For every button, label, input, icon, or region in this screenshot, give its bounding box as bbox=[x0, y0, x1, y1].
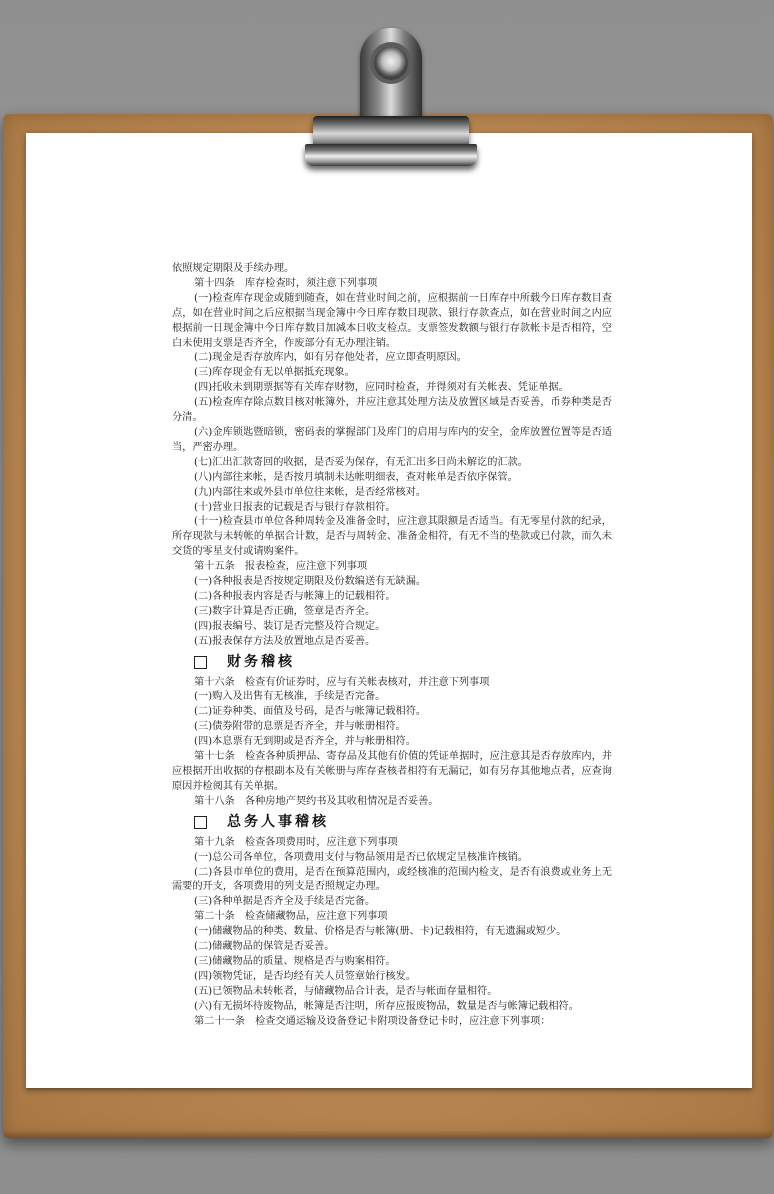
document-section-3 bbox=[172, 836, 612, 1030]
section-heading-general-affairs bbox=[194, 811, 612, 835]
paragraph: (六)金库锁匙暨暗锁，密码表的掌握部门及库门的启用与库内的安全，金库放置位置等是否适当，严密办理。 bbox=[172, 426, 612, 453]
paragraph: 第十六条 检查有价证券时，应与有关帐表核对，并注意下列事项 bbox=[194, 676, 490, 688]
clipboard-edge bbox=[3, 1130, 773, 1138]
paragraph: (一)购入及出售有无核准，手续是否完备。 bbox=[194, 691, 386, 703]
heading-finance-label: 财务稽核 bbox=[227, 654, 295, 671]
paragraph: (五)报表保存方法及放置地点是否妥善。 bbox=[194, 635, 376, 647]
document-section-1 bbox=[172, 262, 612, 650]
document-section-2 bbox=[172, 676, 612, 810]
paragraph: 第二十一条 检查交通运输及设备登记卡附项设备登记卡时，应注意下列事项： bbox=[194, 1015, 551, 1027]
paragraph: (一)总公司各单位，各项费用支付与物品领用是否已依规定呈核准许核销。 bbox=[194, 851, 528, 863]
paragraph: (八)内部往来帐，是否按月填制未达帐明细表，查对帐单是否依序保管。 bbox=[194, 471, 518, 483]
paragraph: 第十五条 报表检查，应注意下列事项 bbox=[194, 561, 368, 573]
paragraph: (四)本息票有无到期或是否齐全，并与帐册相符。 bbox=[194, 736, 416, 748]
heading-general-affairs-label: 总务人事稽核 bbox=[227, 814, 329, 831]
checkbox-square-icon bbox=[194, 816, 207, 829]
paragraph: (六)有无损坏待废物品，帐簿是否注明，所存应报废物品，数量是否与帐簿记载相符。 bbox=[194, 1000, 579, 1012]
paragraph: (一)储藏物品的种类、数量、价格是否与帐簿(册、卡)记载相符，有无遗漏或短少。 bbox=[194, 926, 567, 938]
paragraph: (三)各种单据是否齐全及手续是否完备。 bbox=[194, 896, 376, 908]
paragraph: (一)各种报表是否按规定期限及份数编送有无缺漏。 bbox=[194, 576, 427, 588]
paragraph: (四)报表编号、装订是否完整及符合规定。 bbox=[194, 620, 386, 632]
paragraph: (二)储藏物品的保管是否妥善。 bbox=[194, 941, 335, 953]
paragraph: (十)营业日报表的记载是否与银行存款相符。 bbox=[194, 501, 396, 513]
paragraph: (二)现金是否存放库内，如有另存他处者，应立即查明原因。 bbox=[194, 352, 467, 364]
paragraph: (五)检查库存除点数目核对帐簿外，并应注意其处理方法及放置区域是否妥善，币券种类是否分清。 bbox=[172, 397, 612, 424]
binder-clip-ring bbox=[374, 46, 408, 80]
document-text bbox=[172, 262, 612, 1030]
paragraph: (九)内部往来或外县市单位往来帐，是否经常核对。 bbox=[194, 486, 427, 498]
paragraph: (四)领物凭证，是否均经有关人员签章始行核发。 bbox=[194, 970, 416, 982]
paragraph: (二)证券种类、面值及号码，是否与帐簿记载相符。 bbox=[194, 706, 427, 718]
paragraph: (三)储藏物品的质量、规格是否与购案相符。 bbox=[194, 955, 396, 967]
paragraph: (二)各县市单位的费用，是否在预算范围内，或经核准的范围内检支，是否有浪费或业务上无需要的开支，各项费用的列支是否照规定办理。 bbox=[172, 866, 612, 893]
paragraph: (十一)检查县市单位各种周转金及准备金时，应注意其限额是否适当。有无零星付款的纪录，所存现款与未转帐的单据合计数，是否与周转金、准备金相符，有无不当的垫款或已付款，而久未交货的零星支付或请购案件。 bbox=[172, 516, 612, 558]
paragraph: (二)各种报表内容是否与帐簿上的记载相符。 bbox=[194, 590, 396, 602]
binder-clip bbox=[305, 26, 477, 176]
paragraph: 第十九条 检查各项费用时，应注意下列事项 bbox=[194, 836, 398, 848]
paragraph: (五)已领物品未转帐者，与储藏物品合计表，是否与帐面存量相符。 bbox=[194, 985, 498, 997]
paragraph: (三)数字计算是否正确，签章是否齐全。 bbox=[194, 605, 376, 617]
paragraph: 第十四条 库存检查时，须注意下列事项 bbox=[194, 277, 378, 289]
paragraph: (三)库存现金有无以单据抵充现象。 bbox=[194, 367, 355, 379]
paragraph: (三)债券附带的息票是否齐全，并与帐册相符。 bbox=[194, 721, 406, 733]
paragraph: 依照规定期限及手续办理。 bbox=[172, 263, 295, 274]
section-heading-finance bbox=[194, 651, 612, 675]
paragraph: 第二十条 检查储藏物品，应注意下列事项 bbox=[194, 911, 388, 923]
checkbox-square-icon bbox=[194, 656, 207, 669]
paragraph: (四)托收未到期票据等有关库存财物，应同时检查，并得须对有关帐表、凭证单据。 bbox=[194, 382, 569, 394]
paragraph: (一)检查库存现金或随到随查，如在营业时间之前，应根据前一日库存中所载今日库存数目查点，如在营业时间之后应根据当现金簿中今日库存数目现款、银行存款查点，如在营业时间之内应根据前一日现金簿中今日库存数目加减本日收支检点。支票签发数额与银行存款帐卡是否相符，空白未使用支票是否齐全，作废部分有无办理注销。 bbox=[172, 292, 612, 349]
paragraph: 第十八条 各种房地产契约书及其收租情况是否妥善。 bbox=[194, 795, 439, 807]
paragraph: (七)汇出汇款寄回的收据，是否妥为保存，有无汇出多日尚未解讫的汇款。 bbox=[194, 456, 528, 468]
binder-clip-jaw bbox=[305, 144, 477, 166]
paragraph: 第十七条 检查各种质押品、寄存品及其他有价值的凭证单据时，应注意其是否存放库内，并应根据开出收据的存根副本及有关帐册与库存查核者相符有无漏记，如有另存其他地点者，应查询原因并检阅其有关单据。 bbox=[172, 751, 612, 792]
